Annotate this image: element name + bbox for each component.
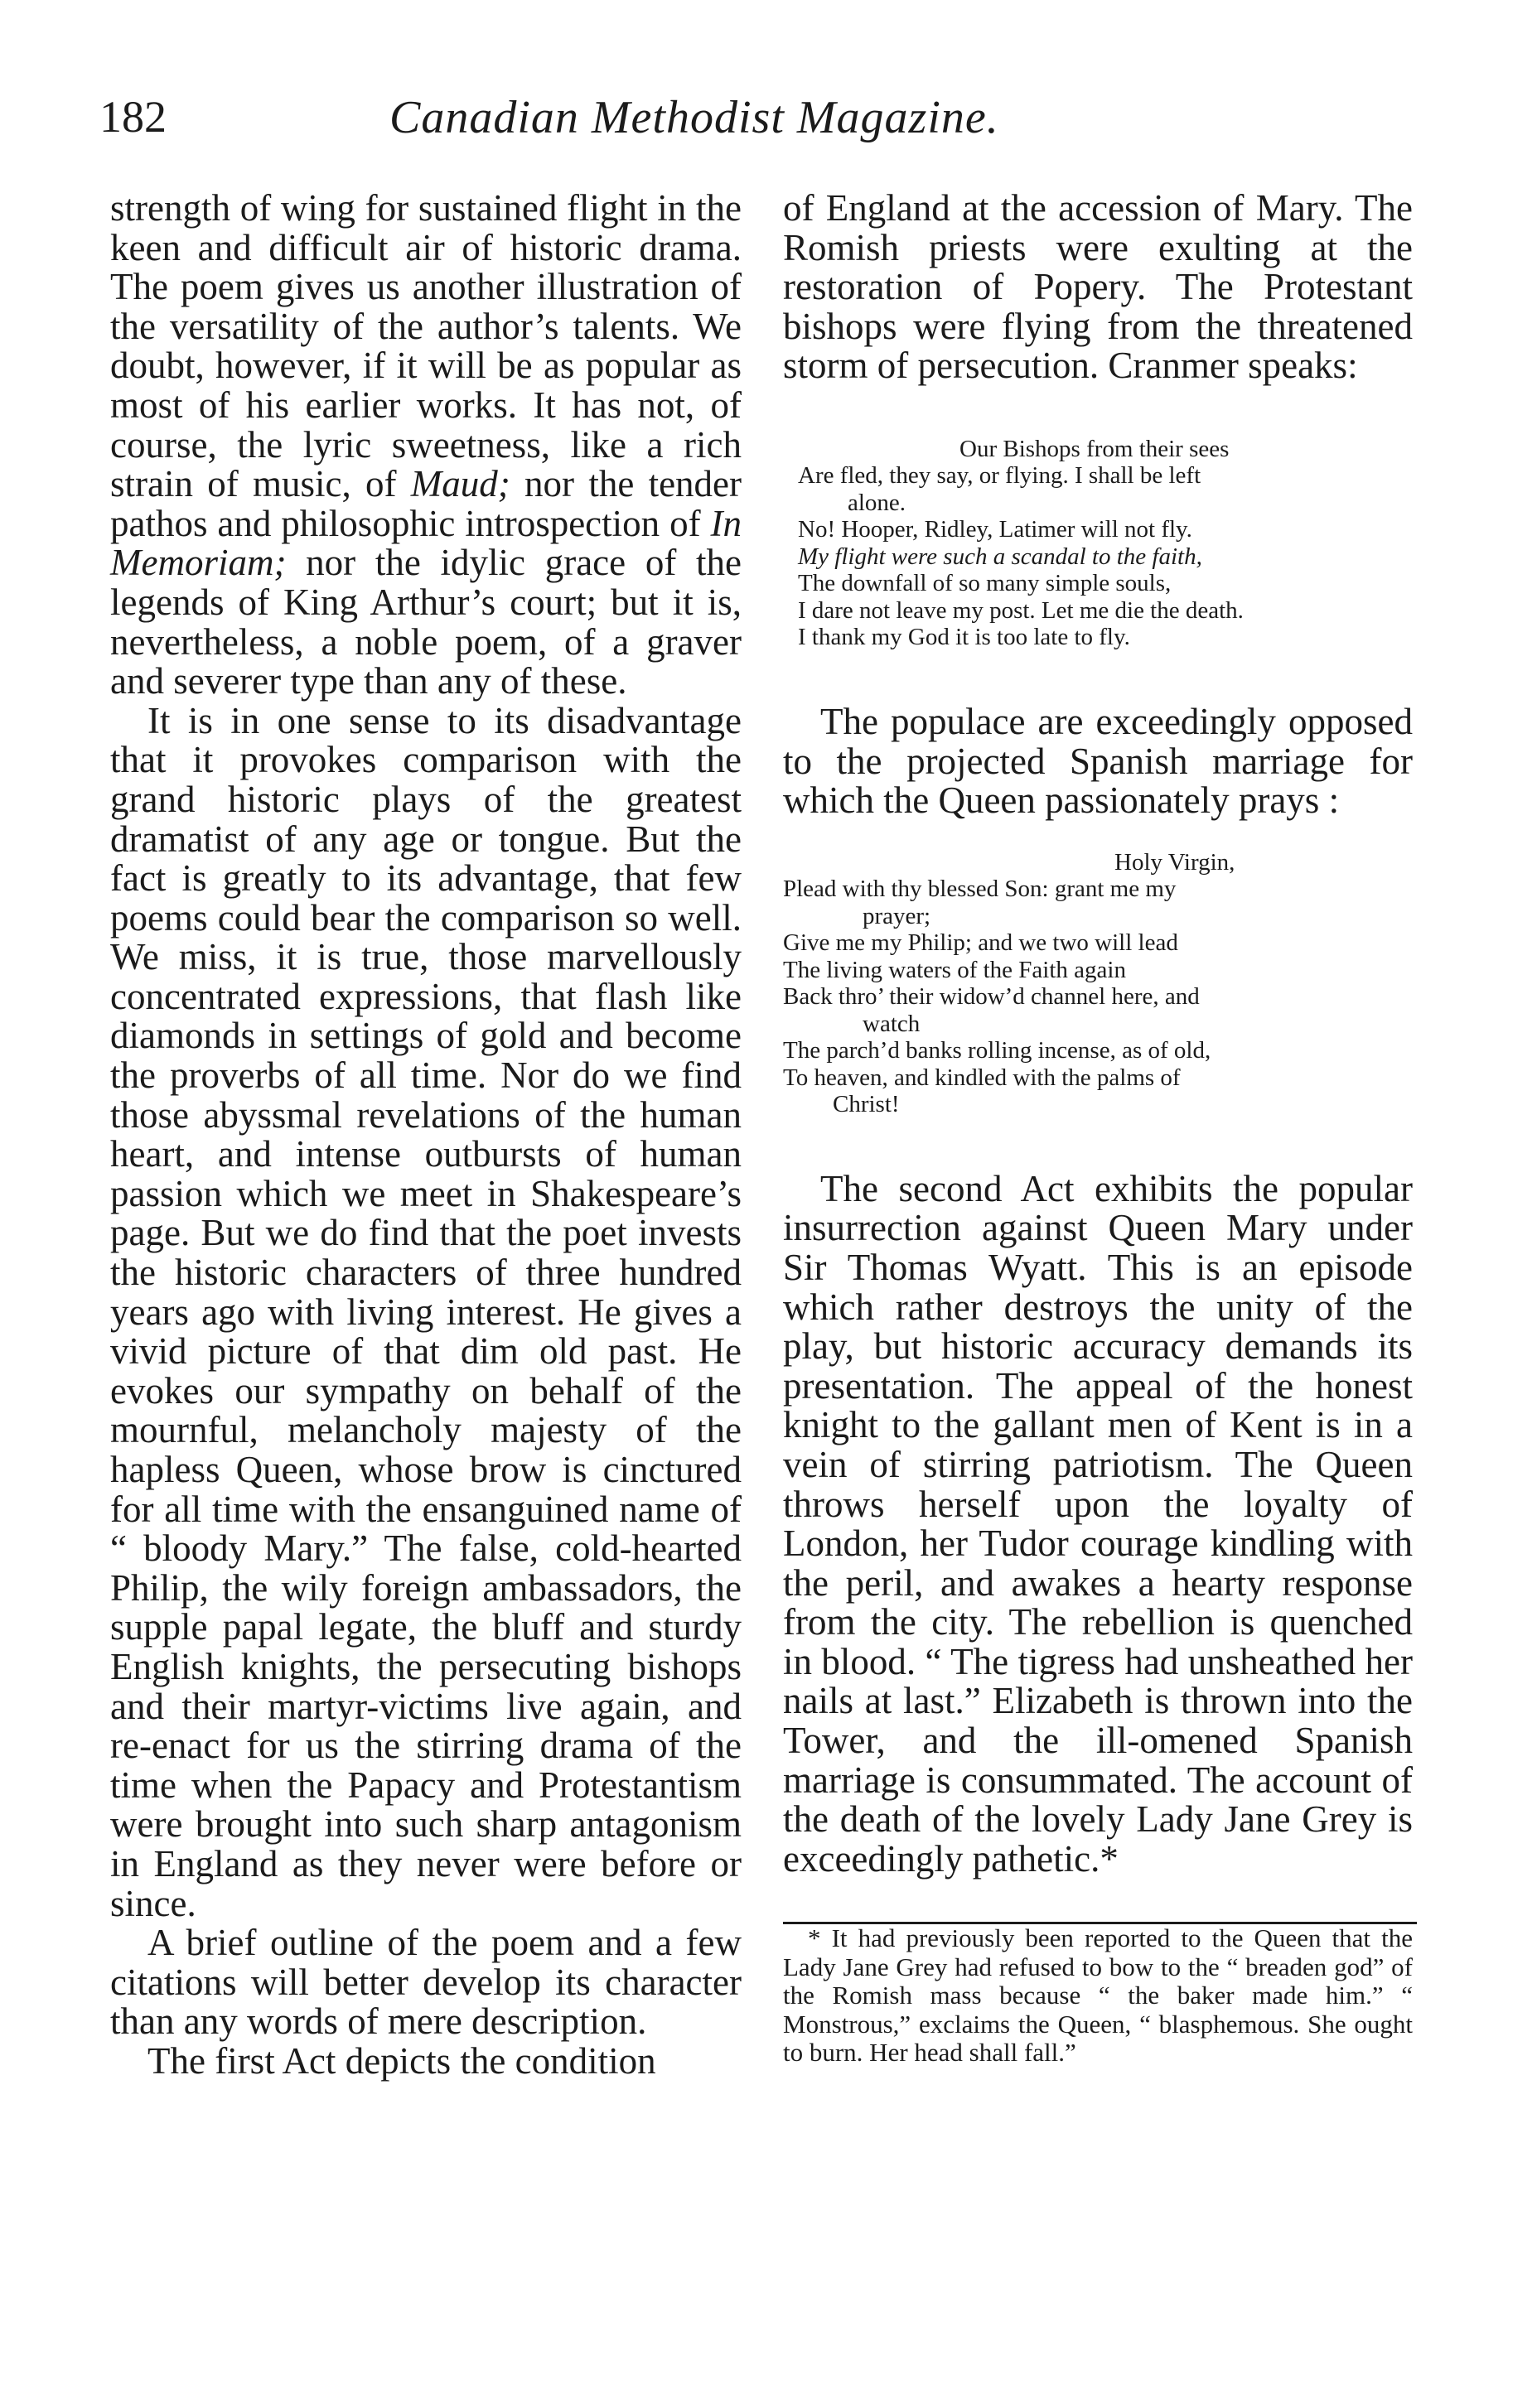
verse-line: Back thro’ their widow’d channel here, and xyxy=(783,983,1200,1011)
running-title: Canadian Methodist Magazine. xyxy=(389,92,999,143)
verse-line: watch xyxy=(863,1010,921,1037)
verse-line: Give me my Philip; and we two will lead xyxy=(783,929,1178,957)
footnote: * It had previously been reported to the Queen that the Lady Jane Grey had refused to bow to the “ breaden god” of the Romish mass because “ the baker made him.” “ Monstrous,” exclaims the Queen, “ blasphemous. She ought to burn. Her head shall fall.” xyxy=(783,1923,1413,2068)
verse-line: I dare not leave my post. Let me die the death. xyxy=(798,596,1244,624)
paragraph: It is in one sense to its disadvantage that it provokes comparison with the grand historic plays of the greatest dramatist of any age or tongue. But the fact is greatly to its advantage, that few poems could bear the comparison so well. We miss, it is true, those marvellously concentrated expressions, that flash like diamonds in settings of gold and become the proverbs of all time. Nor do we find those abyssmal revelations of the human heart, and intense outbursts of human passion which we meet in Shakespeare’s page. But we do find that the poet invests the historic characters of three hundred years ago with living interest. He gives a vivid picture of that dim old past. He evokes our sympathy on behalf of the mournful, melancholy majesty of the hapless Queen, whose brow is cinctured for all time with the ensanguined name of “ bloody Mary.” The false, cold-hearted Philip, the wily foreign ambassadors, the supple papal legate, the bluff and sturdy English knights, the persecuting bishops and their martyr-victims live again, and re-enact for us the stirring drama of the time when the Papacy and Protestantism were brought into such sharp antagonism in England as they never were before or since. xyxy=(110,699,742,1924)
verse-line: Holy Virgin, xyxy=(1114,848,1235,876)
paragraph: A brief outline of the poem and a few citations will better develop its character than any words of mere description. xyxy=(110,1922,742,2043)
verse-line: My flight were such a scandal to the faith, xyxy=(798,543,1202,570)
verse-line: Are fled, they say, or flying. I shall be left xyxy=(798,462,1201,490)
verse-line: I thank my God it is too late to fly. xyxy=(798,624,1130,651)
verse-line: alone. xyxy=(848,489,906,516)
verse-line: The parch’d banks rolling incense, as of old, xyxy=(783,1037,1211,1064)
paragraph: strength of wing for sustained flight in the keen and difficult air of historic drama. The poem gives us another illustration of the versatility of the author’s talents. We doubt, however, if it will be as popular as most of his earlier works. It has not, of course, the lyric sweetness, like a rich strain of music, of Maud; nor the tender pathos and philosophic introspection of In Memoriam; nor the idylic grace of the legends of King Arthur’s court; but it is, nevertheless, a noble poem, of a graver and severer type than any of these. xyxy=(110,187,742,702)
verse-line: Our Bishops from their sees xyxy=(959,435,1230,462)
verse-line: No! Hooper, Ridley, Latimer will not fly. xyxy=(798,516,1192,543)
verse-line: To heaven, and kindled with the palms of xyxy=(783,1064,1181,1091)
verse-line: prayer; xyxy=(863,902,931,929)
paragraph: The second Act exhibits the popular insurrection against Queen Mary under Sir Thomas Wyatt. This is an episode which rather destroys the unity of the play, but historic accuracy demands its presentation. The appeal of the honest knight to the gallant men of Kent is in a vein of stirring patriotism. The Queen throws herself upon the loyalty of London, her Tudor courage kindling with the peril, and awakes a hearty response from the city. The rebellion is quenched in blood. “ The tigress had unsheathed her nails at last.” Elizabeth is thrown into the Tower, and the ill-omened Spanish marriage is consummated. The account of the death of the lovely Lady Jane Grey is exceedingly pathetic.* xyxy=(783,1167,1413,1880)
paragraph: of England at the accession of Mary. The Romish priests were exulting at the restoration of Popery. The Protestant bishops were flying from the threatened storm of persecution. Cranmer speaks: xyxy=(783,187,1413,387)
paragraph: The first Act depicts the condition xyxy=(147,2039,656,2082)
verse-line: The downfall of so many simple souls, xyxy=(798,570,1172,597)
page-header xyxy=(0,91,1537,157)
verse-quotation-cranmer xyxy=(798,436,1413,651)
paragraph: The populace are exceedingly opposed to the projected Spanish marriage for which the Queen passionately prays : xyxy=(783,700,1413,822)
verse-line: Plead with thy blessed Son: grant me my xyxy=(783,876,1177,903)
left-column xyxy=(110,189,742,2082)
verse-quotation-queen xyxy=(783,849,1413,1118)
verse-line: The living waters of the Faith again xyxy=(783,956,1126,983)
right-column xyxy=(783,189,1413,2067)
verse-line: Christ! xyxy=(833,1091,900,1118)
page-number: 182 xyxy=(99,92,167,142)
